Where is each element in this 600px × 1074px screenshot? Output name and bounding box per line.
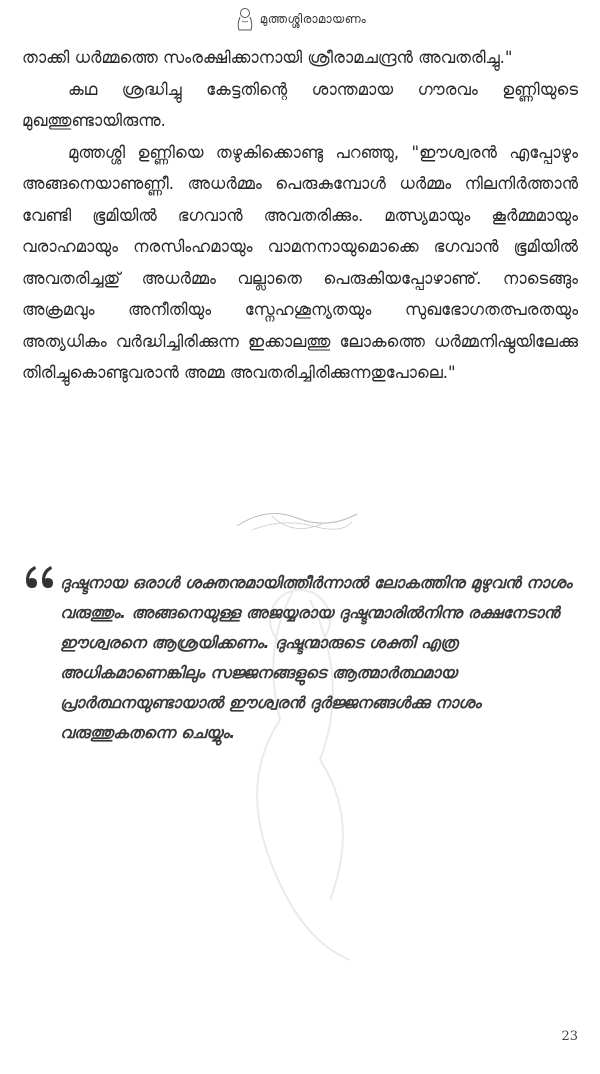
book-title: മുത്തശ്ശിരാമായണം	[259, 11, 367, 26]
page-number: 23	[561, 1029, 578, 1044]
quote-text: ദുഷ്ടനായ ഒരാൾ ശക്തനുമായിത്തീർന്നാൽ ലോകത്തിനു മുഴുവൻ നാശം വരുത്തും. അങ്ങനെയുള്ള അജയ്യരായ ദുഷ്ടന്മാരിൽനിന്നു രക്ഷനേടാൻ ഈശ്വരനെ ആശ്രയിക്കണം. ദുഷ്ടന്മാരുടെ ശക്തി എത്ര അധികമാണെങ്കിലും സജ്ജനങ്ങളുടെ ആത്മാർത്ഥമായ പ്രാർത്ഥനയുണ്ടായാൽ ഈശ്വരൻ ദുർജ്ജനങ്ങൾക്കു നാശം വരുത്തുകതന്നെ ചെയ്യും.	[60, 573, 572, 742]
main-text	[22, 42, 578, 389]
grandmother-figure-icon	[234, 6, 256, 32]
opening-quote-icon	[22, 562, 56, 592]
paragraph-1: താക്കി ധർമ്മത്തെ സംരക്ഷിക്കാനായി ശ്രീരാമചന്ദ്രൻ അവതരിച്ചു."	[22, 48, 513, 67]
running-header	[0, 4, 600, 34]
paragraph-2: കഥ ശ്രദ്ധിച്ചു കേട്ടതിന്റെ ശാന്തമായ ഗൗരവം ഉണ്ണിയുടെ മുഖത്തുണ്ടായിരുന്നു.	[22, 79, 578, 130]
paragraph-3: മുത്തശ്ശി ഉണ്ണിയെ തഴുകിക്കൊണ്ടു പറഞ്ഞു, "ഈശ്വരൻ എപ്പോഴും അങ്ങനെയാണുണ്ണീ. അധർമ്മം പെരുകുമ്പോൾ ധർമ്മം നിലനിർത്താൻ വേണ്ടി ഭൂമിയിൽ ഭഗവാൻ അവതരിക്കും. മത്സ്യമായും കൂർമ്മമായും വരാഹമായും നരസിംഹമായും വാമനനായുമൊക്കെ ഭഗവാൻ ഭൂമിയിൽ അവതരിച്ചതു് അധർമ്മം വല്ലാതെ പെരുകിയപ്പോഴാണു്. നാടെങ്ങും അക്രമവും അനീതിയും സ്നേഹശൂന്യതയും സുഖഭോഗതത്പരതയും അത്യധികം വർദ്ധിച്ചിരിക്കുന്ന ഇക്കാലത്തു ലോകത്തെ ധർമ്മനിഷ്ഠയിലേക്കു തിരിച്ചുകൊണ്ടുവരാൻ അമ്മ അവതരിച്ചിരിക്കുന്നതുപോലെ."	[22, 142, 578, 382]
decorative-flourish	[232, 496, 362, 546]
pull-quote	[22, 568, 582, 748]
